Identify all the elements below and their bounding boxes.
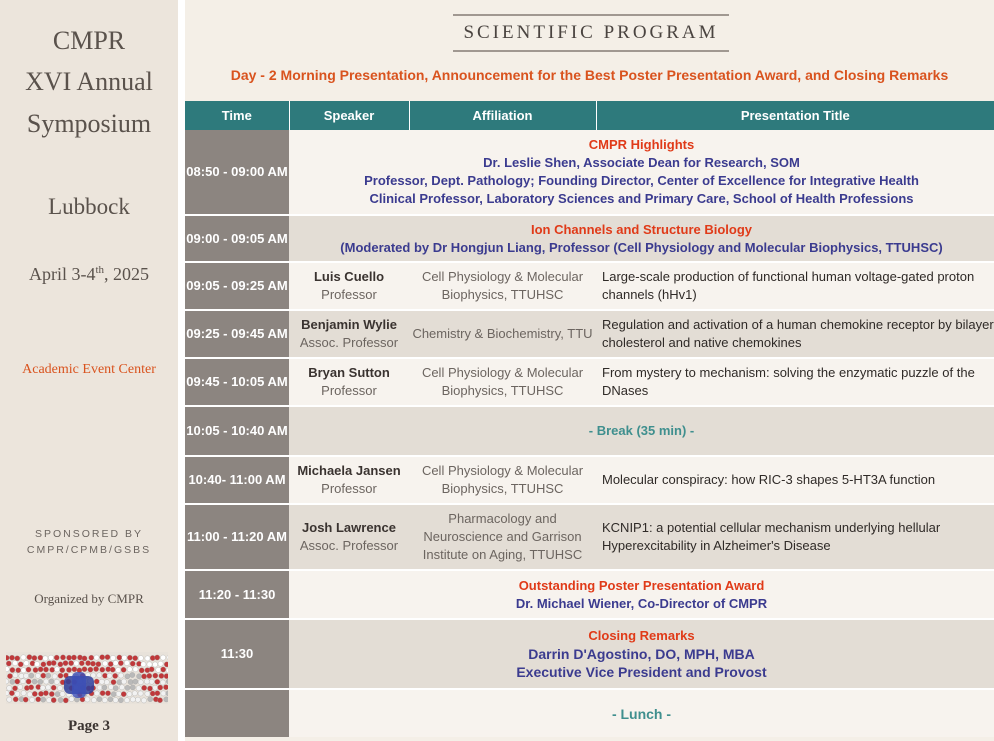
break-cell: - Break (35 min) - <box>289 406 994 456</box>
affiliation-cell: Cell Physiology & Molecular Biophysics, TTUHSC <box>409 358 596 406</box>
speaker-name: Bryan Sutton <box>308 365 390 380</box>
program-table <box>185 101 994 737</box>
symposium-title-line-1: CMPR <box>52 26 126 55</box>
sidebar-divider <box>178 0 185 741</box>
award-title: Outstanding Poster Presentation Award <box>518 577 765 593</box>
date-prefix: April 3-4 <box>28 264 96 284</box>
symposium-title-line-3: Symposium <box>26 109 152 138</box>
table-row <box>185 504 994 570</box>
highlights-row <box>185 130 994 215</box>
time-cell: 11:20 - 11:30 <box>185 570 289 619</box>
sponsor-line-1: SPONSORED BY <box>34 528 144 540</box>
table-row <box>185 262 994 310</box>
header-speaker: Speaker <box>289 101 409 130</box>
speaker-role: Professor <box>321 481 377 496</box>
speaker-name: Michaela Jansen <box>297 463 401 478</box>
table-row <box>185 358 994 406</box>
speaker-name: Benjamin Wylie <box>301 317 397 332</box>
presentation-title-cell: Large-scale production of functional human voltage-gated proton channels (hHv1) <box>596 262 994 310</box>
speaker-name: Josh Lawrence <box>302 520 396 535</box>
molecular-membrane-image <box>6 652 168 704</box>
award-line: Dr. Michael Wiener, Co-Director of CMPR <box>515 595 768 611</box>
session-title: Ion Channels and Structure Biology <box>530 221 753 237</box>
sidebar <box>0 0 178 741</box>
table-row <box>185 310 994 358</box>
header-presentation-title: Presentation Title <box>596 101 994 130</box>
venue-label: Academic Event Center <box>22 362 156 377</box>
affiliation-cell: Chemistry & Biochemistry, TTU <box>409 310 596 358</box>
closing-line: Executive Vice President and Provost <box>516 664 767 680</box>
date-sup: th <box>95 264 105 276</box>
program-main <box>185 0 994 741</box>
time-cell: 11:30 <box>185 619 289 689</box>
time-cell: 10:05 - 10:40 AM <box>185 406 289 456</box>
table-header-row <box>185 101 994 130</box>
speaker-role: Assoc. Professor <box>299 335 399 350</box>
symposium-title-line-2: XVI Annual <box>25 67 153 96</box>
speaker-cell <box>289 262 409 310</box>
speaker-cell <box>289 504 409 570</box>
closing-row <box>185 619 994 689</box>
highlights-line: Clinical Professor, Laboratory Sciences and Primary Care, School of Health Professions <box>369 191 914 206</box>
time-cell: 09:00 - 09:05 AM <box>185 215 289 262</box>
closing-title: Closing Remarks <box>588 628 695 643</box>
award-cell <box>289 570 994 619</box>
closing-cell <box>289 619 994 689</box>
highlights-line: Dr. Leslie Shen, Associate Dean for Research, SOM <box>483 155 800 170</box>
break-row <box>185 406 994 456</box>
highlights-cell <box>289 130 994 215</box>
lunch-row <box>185 689 994 737</box>
time-cell: 10:40- 11:00 AM <box>185 456 289 504</box>
presentation-title-cell: KCNIP1: a potential cellular mechanism underlying hellular Hyperexcitability in Alzheimer's Disease <box>596 504 994 570</box>
organized-by: Organized by CMPR <box>34 591 144 606</box>
time-cell <box>185 689 289 737</box>
session-cell <box>289 215 994 262</box>
session-moderator: (Moderated by Dr Hongjun Liang, Professor (Cell Physiology and Molecular Biophysics, TTUHSC) <box>340 239 943 255</box>
header-affiliation: Affiliation <box>409 101 596 130</box>
session-row <box>185 215 994 262</box>
date-suffix: , 2025 <box>104 264 150 284</box>
header-time: Time <box>185 101 289 130</box>
day-title: Day - 2 Morning Presentation, Announcement for the Best Poster Presentation Award, and Closing Remarks <box>230 67 949 83</box>
time-cell: 09:45 - 10:05 AM <box>185 358 289 406</box>
speaker-role: Assoc. Professor <box>299 538 399 553</box>
closing-line: Darrin D'Agostino, DO, MPH, MBA <box>528 646 755 662</box>
highlights-title: CMPR Highlights <box>588 137 695 152</box>
event-date <box>0 264 178 285</box>
speaker-cell <box>289 456 409 504</box>
award-row <box>185 570 994 619</box>
lunch-cell: - Lunch - <box>289 689 994 737</box>
speaker-cell <box>289 358 409 406</box>
time-cell: 11:00 - 11:20 AM <box>185 504 289 570</box>
program-title: SCIENTIFIC PROGRAM <box>453 14 729 52</box>
presentation-title-cell: Molecular conspiracy: how RIC-3 shapes 5-HT3A function <box>596 456 994 504</box>
city-label: Lubbock <box>48 194 130 219</box>
sponsor-line-2: CMPR/CPMB/GSBS <box>26 544 152 556</box>
presentation-title-cell: From mystery to mechanism: solving the enzymatic puzzle of the DNases <box>596 358 994 406</box>
highlights-line: Professor, Dept. Pathology; Founding Director, Center of Excellence for Integrative Health <box>364 173 919 188</box>
page-number: Page 3 <box>67 718 111 734</box>
affiliation-cell: Cell Physiology & Molecular Biophysics, TTUHSC <box>409 456 596 504</box>
time-cell: 08:50 - 09:00 AM <box>185 130 289 215</box>
time-cell: 09:05 - 09:25 AM <box>185 262 289 310</box>
speaker-role: Professor <box>321 383 377 398</box>
speaker-name: Luis Cuello <box>313 269 385 284</box>
speaker-cell <box>289 310 409 358</box>
time-cell: 09:25 - 09:45 AM <box>185 310 289 358</box>
table-row <box>185 456 994 504</box>
affiliation-cell: Cell Physiology & Molecular Biophysics, TTUHSC <box>409 262 596 310</box>
presentation-title-cell: Regulation and activation of a human chemokine receptor by bilayer cholesterol and native chemokines <box>596 310 994 358</box>
membrane-illustration <box>6 652 168 704</box>
speaker-role: Professor <box>321 287 377 302</box>
affiliation-cell: Pharmacology and Neuroscience and Garrison Institute on Aging, TTUHSC <box>409 504 596 570</box>
